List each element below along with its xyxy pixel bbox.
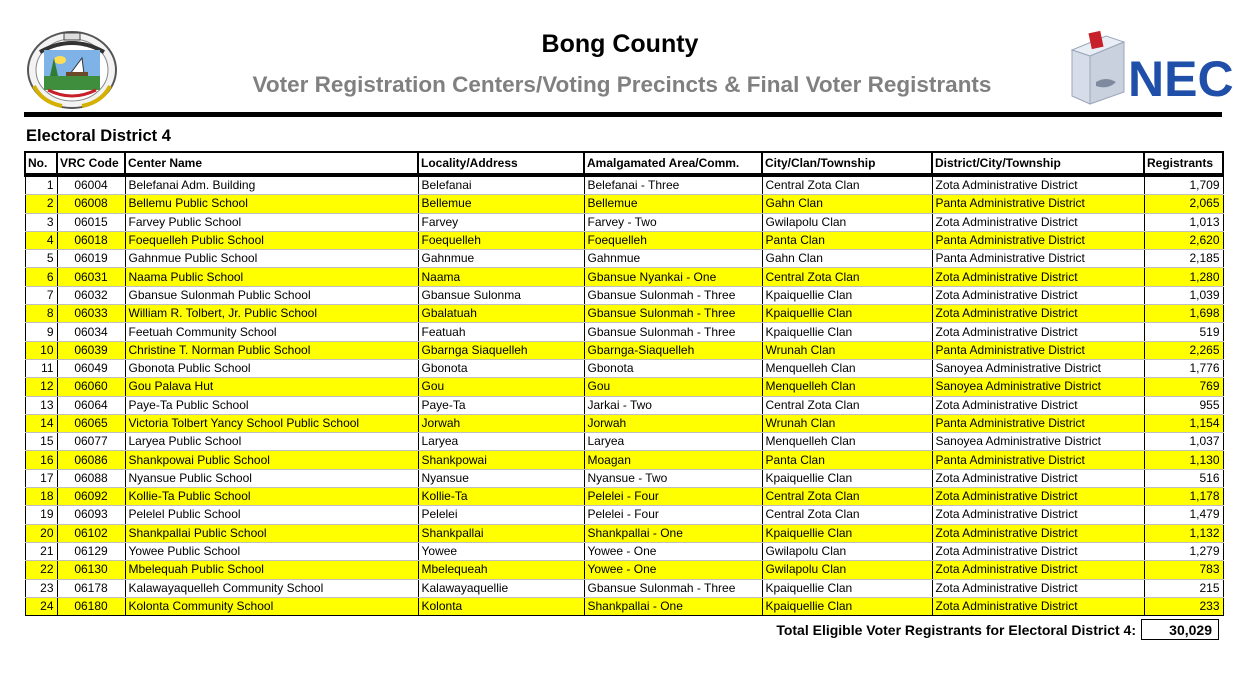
cell-locality: Yowee (418, 542, 584, 560)
cell-center-name: Yowee Public School (125, 542, 418, 560)
cell-registrants: 1,280 (1144, 268, 1223, 286)
cell-amalgamated-area: Jarkai - Two (584, 396, 762, 414)
cell-center-name: Gbonota Public School (125, 359, 418, 377)
cell-center-name: Bellemu Public School (125, 195, 418, 213)
cell-vrc-code: 06064 (57, 396, 125, 414)
cell-locality: Naama (418, 268, 584, 286)
cell-row-number: 10 (25, 341, 57, 359)
cell-vrc-code: 06178 (57, 579, 125, 597)
cell-center-name: Kalawayaquelleh Community School (125, 579, 418, 597)
cell-clan: Gahn Clan (762, 250, 932, 268)
cell-row-number: 1 (25, 175, 57, 195)
cell-locality: Gou (418, 378, 584, 396)
cell-amalgamated-area: Gbansue Sulonmah - Three (584, 286, 762, 304)
cell-district: Panta Administrative District (932, 414, 1144, 432)
cell-row-number: 5 (25, 250, 57, 268)
page-title: Bong County (541, 30, 699, 58)
cell-registrants: 1,039 (1144, 286, 1223, 304)
cell-vrc-code: 06019 (57, 250, 125, 268)
cell-amalgamated-area: Gbonota (584, 359, 762, 377)
table-row (25, 396, 1223, 414)
column-header-clan: City/Clan/Township (762, 152, 932, 175)
cell-locality: Featuah (418, 323, 584, 341)
cell-clan: Gwilapolu Clan (762, 542, 932, 560)
cell-center-name: Paye-Ta Public School (125, 396, 418, 414)
column-header-vrc-code: VRC Code (57, 152, 125, 175)
table-row (25, 175, 1223, 195)
cell-center-name: Kollie-Ta Public School (125, 488, 418, 506)
cell-district: Zota Administrative District (932, 323, 1144, 341)
cell-row-number: 18 (25, 488, 57, 506)
cell-row-number: 11 (25, 359, 57, 377)
cell-district: Panta Administrative District (932, 231, 1144, 249)
cell-registrants: 2,620 (1144, 231, 1223, 249)
cell-registrants: 1,154 (1144, 414, 1223, 432)
cell-row-number: 19 (25, 506, 57, 524)
cell-center-name: William R. Tolbert, Jr. Public School (125, 305, 418, 323)
cell-clan: Kpaiquellie Clan (762, 597, 932, 615)
cell-center-name: Naama Public School (125, 268, 418, 286)
table-row (25, 286, 1223, 304)
cell-locality: Foequelleh (418, 231, 584, 249)
cell-district: Zota Administrative District (932, 286, 1144, 304)
cell-clan: Panta Clan (762, 231, 932, 249)
table-row (25, 451, 1223, 469)
cell-registrants: 233 (1144, 597, 1223, 615)
cell-locality: Gbarnga Siaquelleh (418, 341, 584, 359)
page-header (0, 0, 1240, 118)
cell-vrc-code: 06060 (57, 378, 125, 396)
cell-row-number: 9 (25, 323, 57, 341)
cell-row-number: 8 (25, 305, 57, 323)
table-row (25, 561, 1223, 579)
header-divider (24, 112, 1222, 117)
cell-center-name: Victoria Tolbert Yancy School Public School (125, 414, 418, 432)
cell-vrc-code: 06086 (57, 451, 125, 469)
cell-amalgamated-area: Gbansue Sulonmah - Three (584, 305, 762, 323)
cell-vrc-code: 06039 (57, 341, 125, 359)
cell-district: Zota Administrative District (932, 488, 1144, 506)
cell-amalgamated-area: Pelelei - Four (584, 506, 762, 524)
cell-center-name: Gou Palava Hut (125, 378, 418, 396)
cell-amalgamated-area: Laryea (584, 433, 762, 451)
cell-row-number: 13 (25, 396, 57, 414)
cell-clan: Menquelleh Clan (762, 359, 932, 377)
table-body (25, 175, 1223, 616)
cell-vrc-code: 06018 (57, 231, 125, 249)
cell-clan: Central Zota Clan (762, 175, 932, 195)
cell-center-name: Mbelequah Public School (125, 561, 418, 579)
cell-district: Panta Administrative District (932, 195, 1144, 213)
cell-district: Zota Administrative District (932, 469, 1144, 487)
cell-row-number: 14 (25, 414, 57, 432)
cell-district: Sanoyea Administrative District (932, 378, 1144, 396)
cell-clan: Wrunah Clan (762, 341, 932, 359)
cell-center-name: Kolonta Community School (125, 597, 418, 615)
column-header-district: District/City/Township (932, 152, 1144, 175)
cell-district: Zota Administrative District (932, 579, 1144, 597)
cell-registrants: 1,698 (1144, 305, 1223, 323)
table-header-row (25, 152, 1223, 175)
cell-amalgamated-area: Gou (584, 378, 762, 396)
table-row (25, 268, 1223, 286)
cell-amalgamated-area: Pelelei - Four (584, 488, 762, 506)
cell-clan: Kpaiquellie Clan (762, 323, 932, 341)
cell-amalgamated-area: Yowee - One (584, 561, 762, 579)
cell-amalgamated-area: Foequelleh (584, 231, 762, 249)
cell-clan: Kpaiquellie Clan (762, 579, 932, 597)
cell-locality: Kollie-Ta (418, 488, 584, 506)
cell-locality: Gbansue Sulonma (418, 286, 584, 304)
cell-district: Zota Administrative District (932, 542, 1144, 560)
cell-vrc-code: 06093 (57, 506, 125, 524)
column-header-no: No. (25, 152, 57, 175)
cell-vrc-code: 06065 (57, 414, 125, 432)
cell-locality: Bellemue (418, 195, 584, 213)
svg-text:NEC: NEC (1128, 51, 1234, 107)
cell-registrants: 1,037 (1144, 433, 1223, 451)
table-row (25, 579, 1223, 597)
cell-row-number: 20 (25, 524, 57, 542)
cell-amalgamated-area: Gahnmue (584, 250, 762, 268)
district-title: Electoral District 4 (26, 127, 171, 145)
cell-registrants: 1,709 (1144, 175, 1223, 195)
cell-district: Zota Administrative District (932, 506, 1144, 524)
table-row (25, 597, 1223, 615)
cell-clan: Central Zota Clan (762, 488, 932, 506)
registration-table (24, 151, 1224, 616)
cell-district: Zota Administrative District (932, 268, 1144, 286)
cell-amalgamated-area: Gbansue Nyankai - One (584, 268, 762, 286)
cell-registrants: 1,178 (1144, 488, 1223, 506)
cell-row-number: 21 (25, 542, 57, 560)
cell-district: Zota Administrative District (932, 396, 1144, 414)
cell-amalgamated-area: Shankpallai - One (584, 597, 762, 615)
nec-logo (1068, 32, 1234, 107)
cell-amalgamated-area: Gbansue Sulonmah - Three (584, 323, 762, 341)
total-label: Total Eligible Voter Registrants for Electoral District 4: (776, 622, 1136, 638)
cell-clan: Gwilapolu Clan (762, 213, 932, 231)
cell-locality: Pelelei (418, 506, 584, 524)
cell-center-name: Shankpowai Public School (125, 451, 418, 469)
table-row (25, 341, 1223, 359)
cell-clan: Central Zota Clan (762, 268, 932, 286)
cell-clan: Central Zota Clan (762, 506, 932, 524)
cell-registrants: 2,185 (1144, 250, 1223, 268)
cell-registrants: 2,065 (1144, 195, 1223, 213)
cell-district: Panta Administrative District (932, 250, 1144, 268)
cell-locality: Gbonota (418, 359, 584, 377)
cell-vrc-code: 06031 (57, 268, 125, 286)
cell-row-number: 22 (25, 561, 57, 579)
cell-center-name: Feetuah Community School (125, 323, 418, 341)
cell-clan: Central Zota Clan (762, 396, 932, 414)
cell-row-number: 12 (25, 378, 57, 396)
cell-district: Zota Administrative District (932, 561, 1144, 579)
cell-registrants: 783 (1144, 561, 1223, 579)
cell-row-number: 16 (25, 451, 57, 469)
cell-center-name: Belefanai Adm. Building (125, 175, 418, 195)
cell-center-name: Christine T. Norman Public School (125, 341, 418, 359)
cell-row-number: 17 (25, 469, 57, 487)
cell-district: Zota Administrative District (932, 305, 1144, 323)
cell-registrants: 215 (1144, 579, 1223, 597)
cell-locality: Mbelequeah (418, 561, 584, 579)
cell-amalgamated-area: Farvey - Two (584, 213, 762, 231)
table-row (25, 213, 1223, 231)
cell-vrc-code: 06102 (57, 524, 125, 542)
cell-locality: Paye-Ta (418, 396, 584, 414)
cell-vrc-code: 06088 (57, 469, 125, 487)
cell-row-number: 24 (25, 597, 57, 615)
cell-locality: Belefanai (418, 175, 584, 195)
cell-district: Zota Administrative District (932, 175, 1144, 195)
cell-clan: Kpaiquellie Clan (762, 286, 932, 304)
cell-amalgamated-area: Jorwah (584, 414, 762, 432)
cell-registrants: 955 (1144, 396, 1223, 414)
cell-locality: Kalawayaquellie (418, 579, 584, 597)
cell-row-number: 4 (25, 231, 57, 249)
cell-locality: Gahnmue (418, 250, 584, 268)
cell-vrc-code: 06008 (57, 195, 125, 213)
cell-district: Zota Administrative District (932, 597, 1144, 615)
cell-row-number: 15 (25, 433, 57, 451)
cell-clan: Menquelleh Clan (762, 433, 932, 451)
cell-registrants: 516 (1144, 469, 1223, 487)
cell-vrc-code: 06015 (57, 213, 125, 231)
table-row (25, 506, 1223, 524)
cell-district: Sanoyea Administrative District (932, 433, 1144, 451)
cell-row-number: 7 (25, 286, 57, 304)
cell-clan: Gahn Clan (762, 195, 932, 213)
cell-locality: Nyansue (418, 469, 584, 487)
cell-district: Zota Administrative District (932, 213, 1144, 231)
column-header-registrants: Registrants (1144, 152, 1223, 175)
cell-amalgamated-area: Bellemue (584, 195, 762, 213)
table-row (25, 524, 1223, 542)
cell-center-name: Gbansue Sulonmah Public School (125, 286, 418, 304)
cell-clan: Wrunah Clan (762, 414, 932, 432)
cell-row-number: 3 (25, 213, 57, 231)
cell-row-number: 23 (25, 579, 57, 597)
cell-locality: Laryea (418, 433, 584, 451)
cell-vrc-code: 06032 (57, 286, 125, 304)
table-row (25, 250, 1223, 268)
page-subtitle: Voter Registration Centers/Voting Precincts & Final Voter Registrants (252, 72, 992, 97)
table-row (25, 542, 1223, 560)
cell-amalgamated-area: Moagan (584, 451, 762, 469)
cell-center-name: Pelelel Public School (125, 506, 418, 524)
cell-locality: Jorwah (418, 414, 584, 432)
cell-vrc-code: 06180 (57, 597, 125, 615)
cell-district: Panta Administrative District (932, 341, 1144, 359)
table-row (25, 469, 1223, 487)
cell-district: Zota Administrative District (932, 524, 1144, 542)
cell-registrants: 1,776 (1144, 359, 1223, 377)
cell-registrants: 2,265 (1144, 341, 1223, 359)
table-row (25, 433, 1223, 451)
cell-amalgamated-area: Gbansue Sulonmah - Three (584, 579, 762, 597)
column-header-amalgamated-area: Amalgamated Area/Comm. (584, 152, 762, 175)
cell-registrants: 1,132 (1144, 524, 1223, 542)
column-header-locality: Locality/Address (418, 152, 584, 175)
cell-locality: Shankpallai (418, 524, 584, 542)
cell-registrants: 1,279 (1144, 542, 1223, 560)
cell-vrc-code: 06077 (57, 433, 125, 451)
cell-vrc-code: 06034 (57, 323, 125, 341)
cell-vrc-code: 06049 (57, 359, 125, 377)
cell-center-name: Gahnmue Public School (125, 250, 418, 268)
table-row (25, 323, 1223, 341)
cell-row-number: 2 (25, 195, 57, 213)
cell-district: Sanoyea Administrative District (932, 359, 1144, 377)
cell-registrants: 1,479 (1144, 506, 1223, 524)
table-row (25, 488, 1223, 506)
cell-center-name: Shankpallai Public School (125, 524, 418, 542)
cell-amalgamated-area: Gbarnga-Siaquelleh (584, 341, 762, 359)
cell-center-name: Laryea Public School (125, 433, 418, 451)
cell-locality: Shankpowai (418, 451, 584, 469)
cell-center-name: Farvey Public School (125, 213, 418, 231)
cell-amalgamated-area: Shankpallai - One (584, 524, 762, 542)
cell-registrants: 769 (1144, 378, 1223, 396)
table-row (25, 231, 1223, 249)
cell-amalgamated-area: Belefanai - Three (584, 175, 762, 195)
table-row (25, 305, 1223, 323)
total-value: 30,029 (1141, 619, 1219, 640)
table-row (25, 414, 1223, 432)
cell-center-name: Nyansue Public School (125, 469, 418, 487)
cell-clan: Gwilapolu Clan (762, 561, 932, 579)
cell-locality: Farvey (418, 213, 584, 231)
cell-locality: Gbalatuah (418, 305, 584, 323)
cell-center-name: Foequelleh Public School (125, 231, 418, 249)
cell-clan: Kpaiquellie Clan (762, 524, 932, 542)
cell-clan: Menquelleh Clan (762, 378, 932, 396)
table-row (25, 195, 1223, 213)
table-row (25, 378, 1223, 396)
cell-amalgamated-area: Nyansue - Two (584, 469, 762, 487)
cell-clan: Panta Clan (762, 451, 932, 469)
cell-row-number: 6 (25, 268, 57, 286)
cell-locality: Kolonta (418, 597, 584, 615)
cell-registrants: 1,130 (1144, 451, 1223, 469)
cell-district: Panta Administrative District (932, 451, 1144, 469)
table-row (25, 359, 1223, 377)
cell-vrc-code: 06004 (57, 175, 125, 195)
cell-vrc-code: 06033 (57, 305, 125, 323)
cell-vrc-code: 06130 (57, 561, 125, 579)
cell-registrants: 519 (1144, 323, 1223, 341)
cell-vrc-code: 06092 (57, 488, 125, 506)
cell-registrants: 1,013 (1144, 213, 1223, 231)
cell-clan: Kpaiquellie Clan (762, 469, 932, 487)
cell-vrc-code: 06129 (57, 542, 125, 560)
cell-amalgamated-area: Yowee - One (584, 542, 762, 560)
column-header-center-name: Center Name (125, 152, 418, 175)
cell-clan: Kpaiquellie Clan (762, 305, 932, 323)
